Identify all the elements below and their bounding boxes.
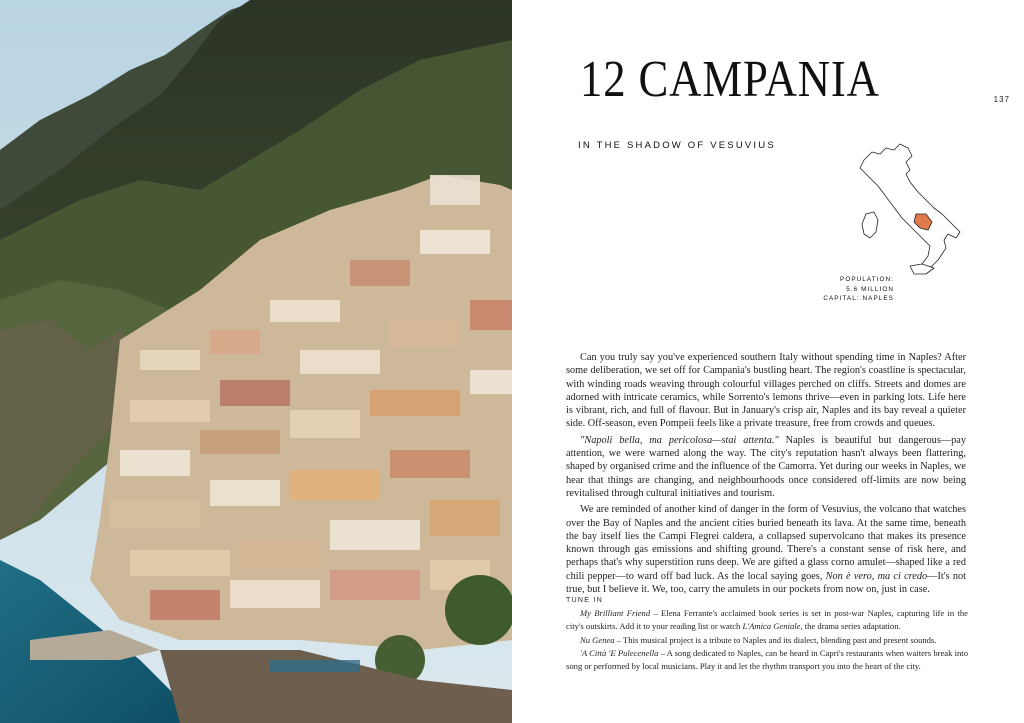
body-text (566, 351, 966, 596)
paragraph-3-end: —It's not true, but I believe it. We, too, carry the amulets in our pockets from now on, just in case. (566, 570, 966, 596)
tune-in-text: – This musical project is a tribute to Naples and its dialect, blending past and present sounds. (614, 634, 937, 645)
paragraph-3 (566, 503, 966, 596)
chapter-subtitle: IN THE SHADOW OF VESUVIUS (578, 140, 776, 151)
paragraph-1: Can you truly say you've experienced southern Italy without spending time in Naples? After some deliberation, we set off for Campania's bustling heart. The region's coastline is spectacular, with winding roads weaving through colourful villages perched on cliffs. Streets and domes are adorned with intricate ceramics, while Sorrento's lemons thrive—even in parking lots. Life here is vibrant, rich, and full of flavour. But in January's crisp air, Naples and its bay reveal a quieter side. Off-season, even Pompeii feels like a private treasure, free from crowds and queues. (566, 352, 966, 430)
paragraph-3-start: We are reminded of another kind of danger in the form of Vesuvius, the volcano that watches over the Bay of Naples and the ancient cities buried beneath its lava. At the same time, beneath the bay itself lies the Campi Flegrei caldera, a collapsed supervolcano that makes its presence known through gas emissions and shifting ground. There's a constant sense of risk here, and perhaps that's why superstition runs deep. We are gifted a glass corno amulet—shaped like a red chili pepper—to ward off bad luck. As the local saying goes, (566, 504, 966, 582)
quote-napoli: "Napoli bella, ma pericolosa—stai attenta." (580, 434, 779, 446)
paragraph-2-text: Naples is beautiful but dangerous—pay attention, we were warned along the way. The city's reputation hasn't always been flattering, shaped by organised crime and the influence of the Camorra. Yet during our weeks in Naples, we hear that things are changing, and neighbourhoods once considered off-limits are now being revitalised through cultural initiatives and tourism. (566, 434, 966, 499)
tune-in-item (566, 647, 968, 673)
tune-in-item (566, 607, 968, 633)
tune-in-item (566, 634, 968, 647)
text-page (512, 0, 1024, 723)
paragraph-2 (566, 434, 966, 500)
region-stats (774, 275, 894, 304)
tune-in-title: 'A Città 'E Pulecenella (580, 647, 659, 658)
tune-in-text-2: , the drama series adaptation. (800, 621, 901, 632)
population-value: 5.6 MILLION (846, 285, 894, 293)
tune-in-title-2: L'Amica Geniale (742, 621, 801, 632)
tune-in-section (566, 594, 968, 673)
quote-non-e-vero: Non è vero, ma ci credo (825, 570, 928, 582)
tune-in-heading: TUNE IN (566, 597, 604, 604)
chapter-title: 12 CAMPANIA (580, 51, 880, 108)
tune-in-title: Nu Genea (580, 634, 615, 645)
italy-map-icon (850, 140, 968, 278)
tune-in-text: – Elena Ferrante's acclaimed book series is set in post-war Naples, capturing life in the city's outskirts. Add it to your reading list or watch (566, 608, 968, 632)
tune-in-text: – A song dedicated to Naples, can be heard in Capri's restaurants when waiters break into song or performed by local musicians. Play it and let the rhythm transport you into the heart of the city. (566, 647, 968, 672)
capital-label: CAPITAL: NAPLES (823, 295, 894, 302)
italy-map-graphic (850, 140, 968, 278)
population-label: POPULATION: (840, 276, 894, 283)
tune-in-title: My Brilliant Friend (580, 608, 651, 619)
page-number: 137 (993, 95, 1010, 104)
